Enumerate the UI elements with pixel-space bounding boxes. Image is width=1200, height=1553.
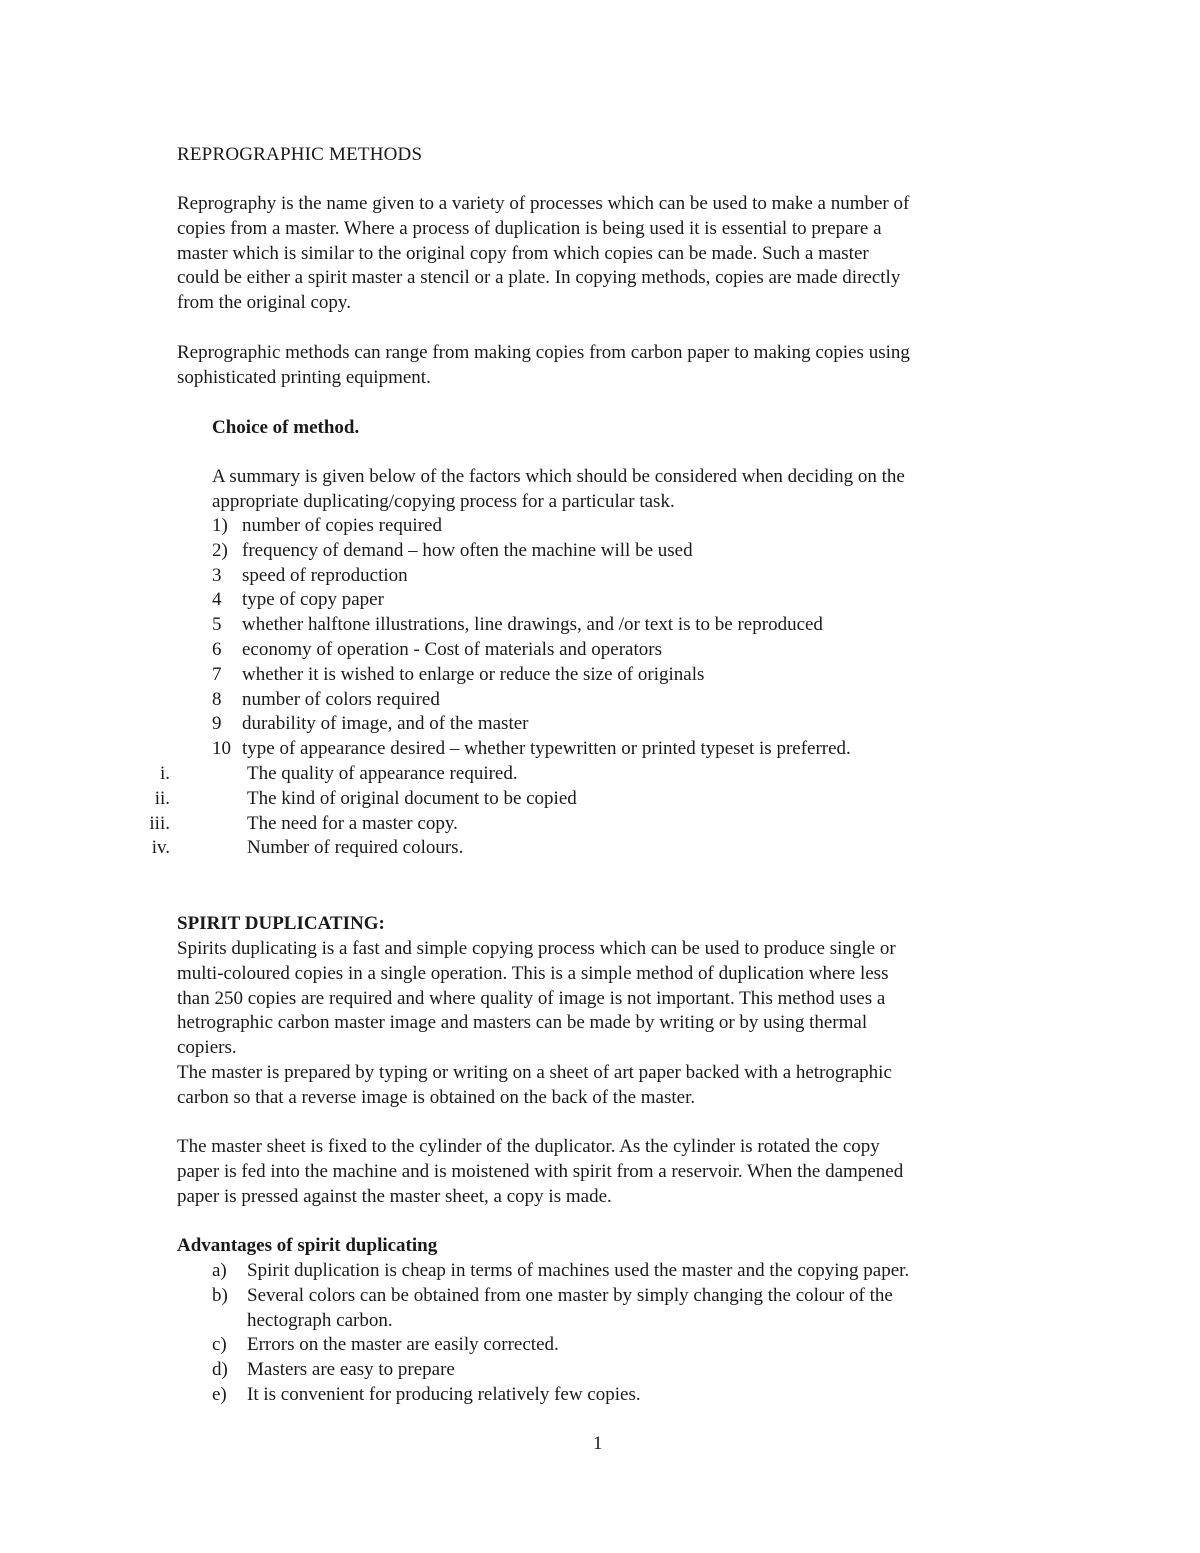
list-text: whether it is wished to enlarge or reduce the size of originals [242,663,705,685]
text-line: Reprographic methods can range from making copies from carbon paper to making copies using [177,342,910,363]
text-line: could be either a spirit master a stencil or a plate. In copying methods, copies are made directly [177,267,901,289]
list-text: speed of reproduction [242,564,408,586]
list-number: 6 [212,638,222,660]
list-text: It is convenient for producing relatively few copies. [247,1383,641,1405]
list-number: 3 [212,564,222,586]
text-line: sophisticated printing equipment. [177,366,431,388]
list-number: 4 [212,589,222,611]
text-line: The master sheet is fixed to the cylinder of the duplicator. As the cylinder is rotated the copy [177,1136,880,1157]
range-paragraph [177,341,1037,391]
list-text: Number of required colours. [247,837,464,859]
text-line: copies from a master. Where a process of duplication is being used it is essential to prepare a [177,217,882,239]
list-item [212,1284,909,1334]
list-text: The quality of appearance required. [247,763,518,784]
list-number: 2) [212,539,228,561]
list-number: d) [212,1359,228,1381]
text-line: master which is similar to the original copy from which copies can be made. Such a master [177,242,869,264]
list-text: number of copies required [242,515,442,536]
list-item [212,1259,909,1284]
text-line: from the original copy. [177,292,351,314]
document-title: REPROGRAPHIC METHODS [177,144,423,165]
text-line: Spirits duplicating is a fast and simple copying process which can be used to produce single or [177,938,896,959]
list-number: iii. [149,812,170,834]
list-number: e) [212,1383,227,1405]
advantages-list [212,1259,909,1408]
list-number: b) [212,1284,228,1306]
spirit-paragraph-2 [177,1135,1037,1209]
list-text: durability of image, and of the master [242,713,529,735]
advantages-heading: Advantages of spirit duplicating [177,1235,438,1256]
list-text: whether halftone illustrations, line drawings, and /or text is to be reproduced [242,614,823,636]
list-number: c) [212,1334,227,1356]
list-text: Several colors can be obtained from one master by simply changing the colour of the [247,1284,893,1306]
text-line: than 250 copies are required and where quality of image is not important. This method uses a [177,987,886,1009]
text-line: A summary is given below of the factors which should be considered when deciding on the [212,466,905,487]
list-number: 9 [212,713,222,735]
text-line: copiers. [177,1037,237,1059]
page-number: 1 [593,1433,603,1454]
text-line: multi-coloured copies in a single operation. This is a simple method of duplication where less [177,962,889,984]
list-text: Errors on the master are easily corrected. [247,1334,559,1356]
list-number: 8 [212,688,222,710]
list-text: The need for a master copy. [247,812,458,834]
list-number: iv. [151,837,170,859]
spirit-heading: SPIRIT DUPLICATING: [177,913,385,934]
spirit-paragraph-1 [177,937,1037,1111]
list-item [212,1333,909,1358]
choice-summary [212,465,1032,515]
list-number: 5 [212,614,222,636]
list-item [212,1383,909,1408]
list-number: 10 [212,738,231,760]
choice-heading: Choice of method. [212,417,360,438]
list-text: type of appearance desired – whether typewritten or printed typeset is preferred. [242,738,851,760]
text-line: paper is pressed against the master sheet, a copy is made. [177,1185,612,1207]
list-number: a) [212,1260,227,1281]
list-number: i. [159,763,170,784]
list-number: 7 [212,663,222,685]
list-number: 1) [212,515,228,536]
list-text: type of copy paper [242,589,384,611]
intro-paragraph [177,192,1037,316]
list-item [212,1358,909,1383]
text-line: carbon so that a reverse image is obtained on the back of the master. [177,1086,696,1108]
text-line: hetrographic carbon master image and masters can be made by writing or by using thermal [177,1012,868,1034]
list-text: number of colors required [242,688,440,710]
text-line: The master is prepared by typing or writing on a sheet of art paper backed with a hetrographic [177,1061,892,1083]
list-text: hectograph carbon. [247,1309,393,1331]
list-text: Masters are easy to prepare [247,1359,455,1381]
text-line: paper is fed into the machine and is moistened with spirit from a reservoir. When the dampened [177,1160,904,1182]
list-text: The kind of original document to be copied [247,787,577,809]
text-line: Reprography is the name given to a variety of processes which can be used to make a number of [177,193,910,214]
list-text: Spirit duplication is cheap in terms of machines used the master and the copying paper. [247,1260,910,1281]
list-number: ii. [154,787,170,809]
text-line: appropriate duplicating/copying process for a particular task. [212,490,675,512]
list-text: frequency of demand – how often the machine will be used [242,539,693,561]
list-text: economy of operation - Cost of materials and operators [242,638,662,660]
